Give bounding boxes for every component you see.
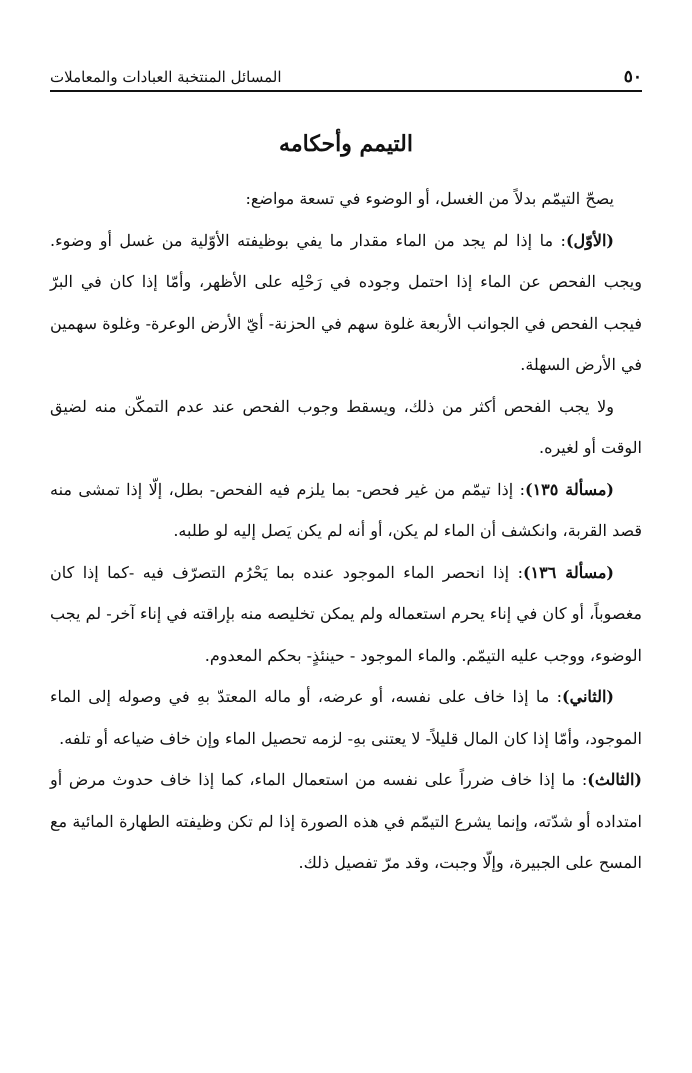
paragraph-intro [50, 178, 642, 220]
paragraph-second-case [50, 676, 642, 759]
body-text [50, 178, 642, 884]
section-title: التيمم وأحكامه [279, 131, 413, 157]
paragraph-lead: (الثاني) [562, 687, 614, 706]
page-number: ٥٠ [623, 67, 642, 87]
paragraph-first-case [50, 220, 642, 386]
paragraph-search-limit [50, 386, 642, 469]
paragraph-text: : إذا انحصر الماء الموجود عنده بما يَحْرُم التصرّف فيه -كما إذا كان مغصوباً، أو كان في إناء يحرم استعماله ولم يمكن تخليصه منه بإراقته في إناء آخر- لم يجب الوضوء، ووجب عليه التيمّم. والماء الموجود - حينئذٍ- بحكم المعدوم. [50, 562, 642, 665]
book-title: المسائل المنتخبة العبادات والمعاملات [50, 68, 282, 86]
paragraph-lead: (الثالث) [587, 770, 642, 789]
paragraph-text: يصحّ التيمّم بدلاً من الغسل، أو الوضوء في تسعة مواضع: [245, 189, 614, 208]
paragraph-lead: (الأوّل) [565, 230, 614, 250]
paragraph-text: : ما إذا خاف ضرراً على نفسه من استعمال الماء، كما إذا خاف حدوث مرض أو امتداده أو شدّته، وإنما يشرع التيمّم في هذه الصورة إذا لم تكن وظيفته الطهارة المائية مع المسح على الجبيرة، وإلّا وجبت، وقد مرّ تفصيل ذلك. [50, 770, 642, 872]
paragraph-text: : ما إذا خاف على نفسه، أو عرضه، أو ماله المعتدّ بهِ في وصوله إلى الماء الموجود، وأمّا إذا كان المال قليلاً- لا يعتنى بهِ- لزمه تحصيل الماء وإن خاف ضياعه أو تلفه. [50, 687, 642, 748]
paragraph-text: : إذا تيمّم من غير فحص- بما يلزم فيه الفحص- بطل، إلّا إذا تمشى منه قصد القربة، وانكشف أن الماء لم يكن، أو أنه لم يكن يَصل إليه لو طلبه. [50, 479, 642, 540]
paragraph-issue-136 [50, 552, 642, 677]
paragraph-text: : ما إذا لم يجد من الماء مقدار ما يفي بوظيفته الأوّلية من غسل أو وضوء. ويجب الفحص عن الماء إذا احتمل وجوده في رَحْلِه على الأظهر، وأمّا إذا كان في البرّ فيجب الفحص في الجوانب الأربعة غلوة سهم في الحزنة- أيّ الأرض الوعرة- وغلوة سهمين في الأرض السهلة. [50, 230, 643, 374]
running-header [50, 62, 642, 92]
paragraph-third-case [50, 759, 642, 884]
paragraph-issue-135 [50, 469, 642, 552]
paragraph-lead: (مسألة ١٣٥) [524, 479, 615, 499]
paragraph-text: ولا يجب الفحص أكثر من ذلك، ويسقط وجوب الفحص عند عدم التمكّن منه لضيق الوقت أو لغيره. [50, 396, 642, 457]
paragraph-lead: (مسألة ١٣٦) [522, 562, 615, 582]
